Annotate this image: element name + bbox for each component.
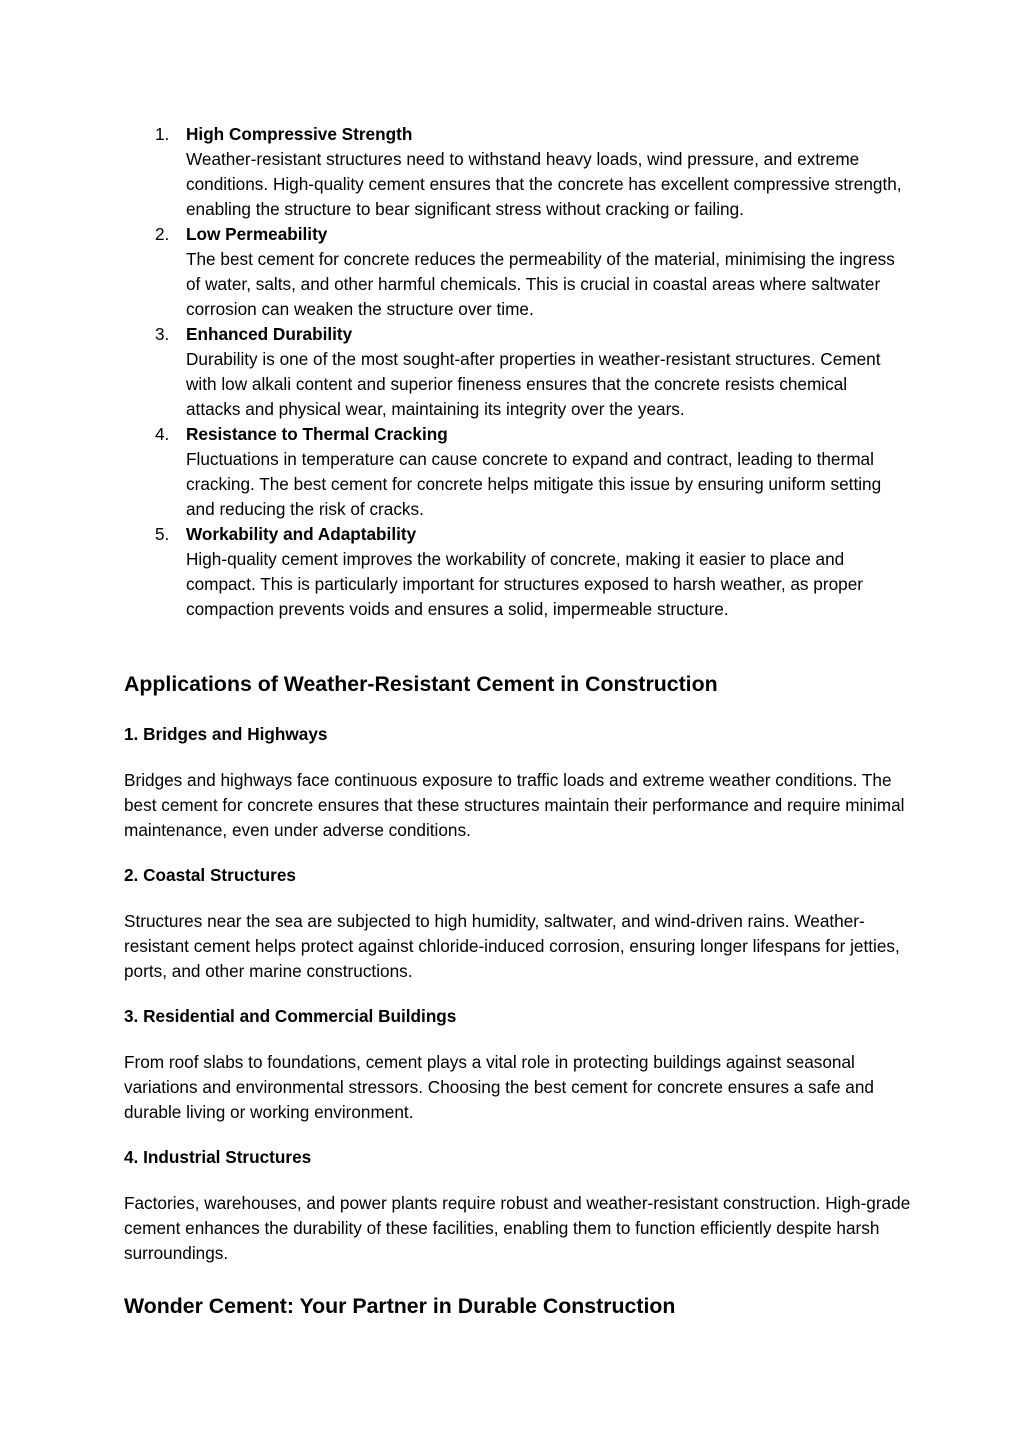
list-item bbox=[0, 322, 906, 422]
subsection-title: 4. Industrial Structures bbox=[124, 1147, 312, 1167]
list-item-body: Durability is one of the most sought-after properties in weather-resistant structures. Cement with low alkali content and superior fineness ensures that the concrete resists chemical attacks and physical wear, maintaining its integrity over the years. bbox=[186, 349, 881, 419]
list-item-body: High-quality cement improves the workability of concrete, making it easier to place and compact. This is particularly important for structures exposed to harsh weather, as proper compaction prevents voids and ensures a solid, impermeable structure. bbox=[186, 549, 863, 619]
list-item-title: Enhanced Durability bbox=[186, 324, 353, 344]
list-item bbox=[0, 122, 906, 222]
list-item-title: Workability and Adaptability bbox=[186, 524, 417, 544]
main-content bbox=[124, 668, 914, 1322]
subsection-body: Bridges and highways face continuous exposure to traffic loads and extreme weather conditions. The best cement for concrete ensures that these structures maintain their performance and require minimal maintenance, even under adverse conditions. bbox=[124, 770, 905, 840]
applications-heading: Applications of Weather-Resistant Cement in Construction bbox=[124, 672, 718, 696]
list-number: 2. bbox=[155, 224, 170, 244]
list-number: 1. bbox=[155, 124, 170, 144]
list-item bbox=[0, 222, 906, 322]
list-item-title: High Compressive Strength bbox=[186, 124, 413, 144]
list-item-title: Resistance to Thermal Cracking bbox=[186, 424, 448, 444]
partner-heading: Wonder Cement: Your Partner in Durable Construction bbox=[124, 1294, 676, 1318]
list-item-body: Weather-resistant structures need to withstand heavy loads, wind pressure, and extreme conditions. High-quality cement ensures that the concrete has excellent compressive strength, enabling the structure to bear significant stress without cracking or failing. bbox=[186, 149, 902, 219]
list-item bbox=[0, 522, 906, 622]
subsection-body: Factories, warehouses, and power plants require robust and weather-resistant construction. High-grade cement enhances the durability of these facilities, enabling them to function efficiently despite harsh surroundings. bbox=[124, 1193, 911, 1263]
subsection-body: Structures near the sea are subjected to high humidity, saltwater, and wind-driven rains. Weather-resistant cement helps protect against chloride-induced corrosion, ensuring longer lifespans for jetties, ports, and other marine constructions. bbox=[124, 911, 900, 981]
subsection-title: 3. Residential and Commercial Buildings bbox=[124, 1006, 457, 1026]
list-item bbox=[0, 422, 906, 522]
subsection-title: 2. Coastal Structures bbox=[124, 865, 296, 885]
list-number: 3. bbox=[155, 324, 170, 344]
list-number: 4. bbox=[155, 424, 170, 444]
list-item-title: Low Permeability bbox=[186, 224, 328, 244]
list-number: 5. bbox=[155, 524, 170, 544]
list-item-body: Fluctuations in temperature can cause concrete to expand and contract, leading to thermal cracking. The best cement for concrete helps mitigate this issue by ensuring uniform setting and reducing the risk of cracks. bbox=[186, 449, 882, 519]
property-list bbox=[0, 122, 1024, 622]
subsection-title: 1. Bridges and Highways bbox=[124, 724, 328, 744]
list-item-body: The best cement for concrete reduces the permeability of the material, minimising the ingress of water, salts, and other harmful chemicals. This is crucial in coastal areas where saltwater corrosion can weaken the structure over time. bbox=[186, 249, 895, 319]
subsection-body: From roof slabs to foundations, cement plays a vital role in protecting buildings against seasonal variations and environmental stressors. Choosing the best cement for concrete ensures a safe and durable living or working environment. bbox=[124, 1052, 874, 1122]
